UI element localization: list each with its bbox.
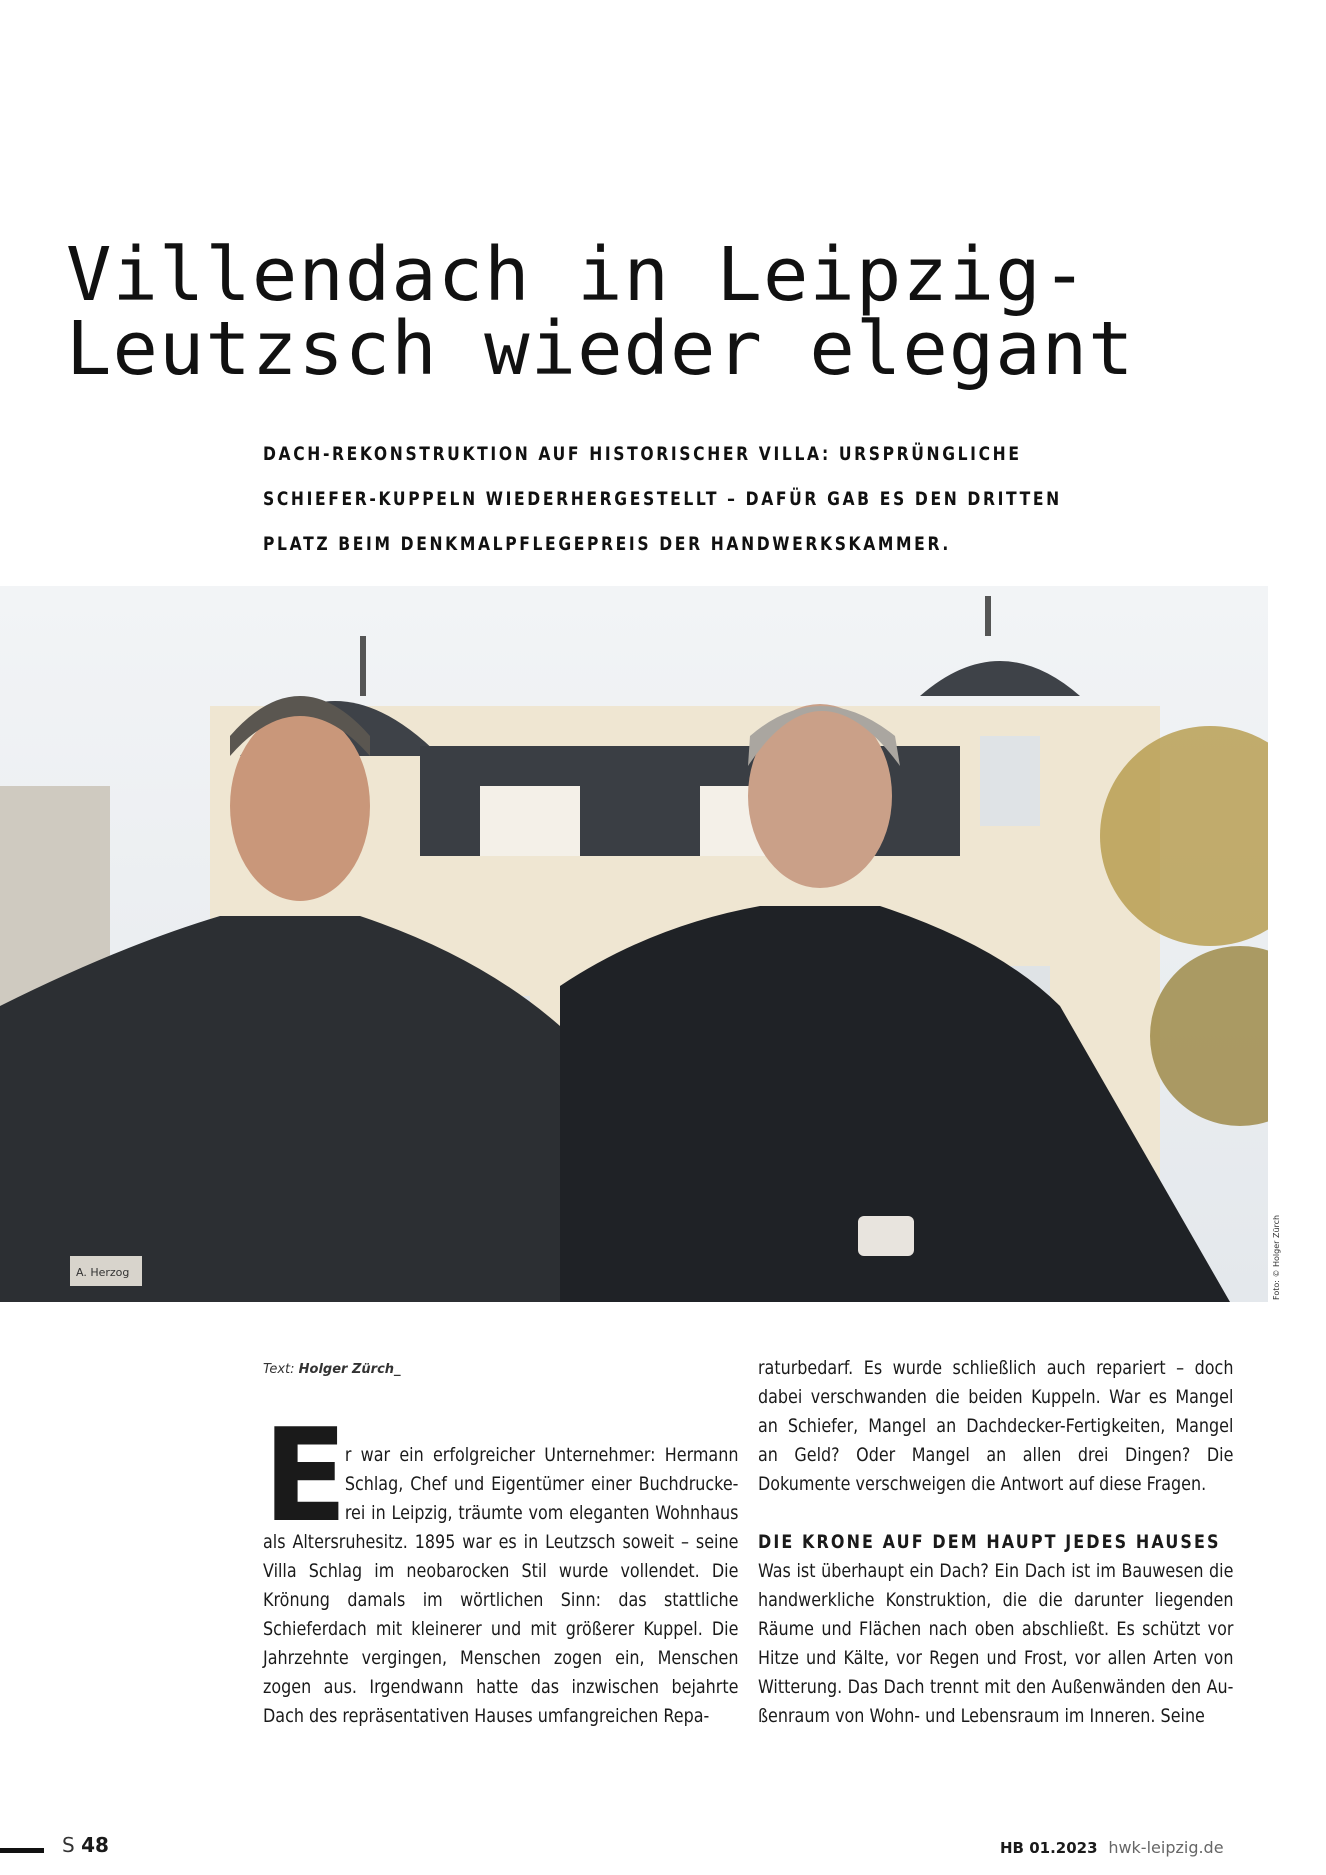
paragraph-1: r war ein erfolgreicher Unternehmer: Hermann Schlag, Chef und Eigentümer einer Buchdruckerei in Leipzig, träumte vom eleganten Wohnhaus als Altersruhesitz. 1895 war es in Leutzsch soweit – seine Villa Schlag im neobarocken Stil wurde vollendet. Die Krönung damals im wörtlichen Sinn: das stattliche Schieferdach mit kleinerer und mit größerer Kuppel. Die Jahrzehnte vergingen, Menschen zogen ein, Menschen zogen aus. Irgendwann hatte das inzwischen bejahrte Dach des repräsentativen Hauses umfangreichen Repa- bbox=[263, 1444, 739, 1727]
footer-issue bbox=[1000, 1838, 1224, 1857]
issue-label: HB 01.2023 bbox=[1000, 1839, 1098, 1857]
article-column-2 bbox=[758, 1354, 1233, 1731]
page-prefix: S bbox=[62, 1833, 75, 1857]
villa-photo-illustration bbox=[0, 586, 1268, 1302]
page-number bbox=[62, 1833, 109, 1857]
paragraph-2: raturbedarf. Es wurde schließlich auch repariert – doch dabei verschwanden die beiden Kuppeln. War es Mangel an Schiefer, Mangel an Dachdecker-Fertigkeiten, Mangel an Geld? Oder Mangel an allen drei Dingen? Die Dokumente verschweigen die Antwort auf diese Fragen. bbox=[758, 1357, 1234, 1495]
subtitle-line-1: DACH-REKONSTRUKTION AUF HISTORISCHER VILLA: URSPRÜNGLICHE bbox=[263, 443, 1022, 465]
article-subtitle bbox=[263, 432, 1083, 567]
title-line-2: Leutzsch wieder elegant bbox=[66, 306, 1135, 392]
byline bbox=[263, 1362, 401, 1377]
subtitle-line-2: SCHIEFER-KUPPELN WIEDERHERGESTELLT – DAFÜR GAB ES DEN DRITTEN bbox=[263, 488, 1062, 510]
article-column-1 bbox=[263, 1402, 739, 1731]
website-link[interactable]: hwk-leipzig.de bbox=[1108, 1838, 1224, 1857]
footer-rule bbox=[0, 1848, 44, 1853]
byline-author: Holger Zürch_ bbox=[298, 1362, 401, 1377]
photo-credit: Foto: © Holger Zürch bbox=[1272, 1214, 1281, 1300]
article-photo bbox=[0, 586, 1268, 1302]
byline-label: Text: bbox=[263, 1362, 295, 1377]
article-title bbox=[66, 232, 1135, 392]
name-badge: A. Herzog bbox=[76, 1266, 130, 1279]
subtitle-line-3: PLATZ BEIM DENKMALPFLEGEPREIS DER HANDWERKSKAMMER. bbox=[263, 533, 951, 555]
paragraph-3: Was ist überhaupt ein Dach? Ein Dach ist im Bauwesen die handwerkliche Konstruktion, die die darunter liegenden Räume und Flächen nach oben abschließt. Es schützt vor Hitze und Kälte, vor Regen und Frost, vor allen Arten von Witterung. Das Dach trennt mit den Außenwänden den Außenraum von Wohn- und Lebensraum im Inneren. Seine bbox=[758, 1560, 1234, 1727]
section-heading: DIE KRONE AUF DEM HAUPT JEDES HAUSES bbox=[758, 1531, 1221, 1553]
drop-cap: E bbox=[263, 1402, 348, 1551]
page-number-value: 48 bbox=[81, 1833, 109, 1857]
title-line-1: Villendach in Leipzig- bbox=[66, 232, 1089, 318]
